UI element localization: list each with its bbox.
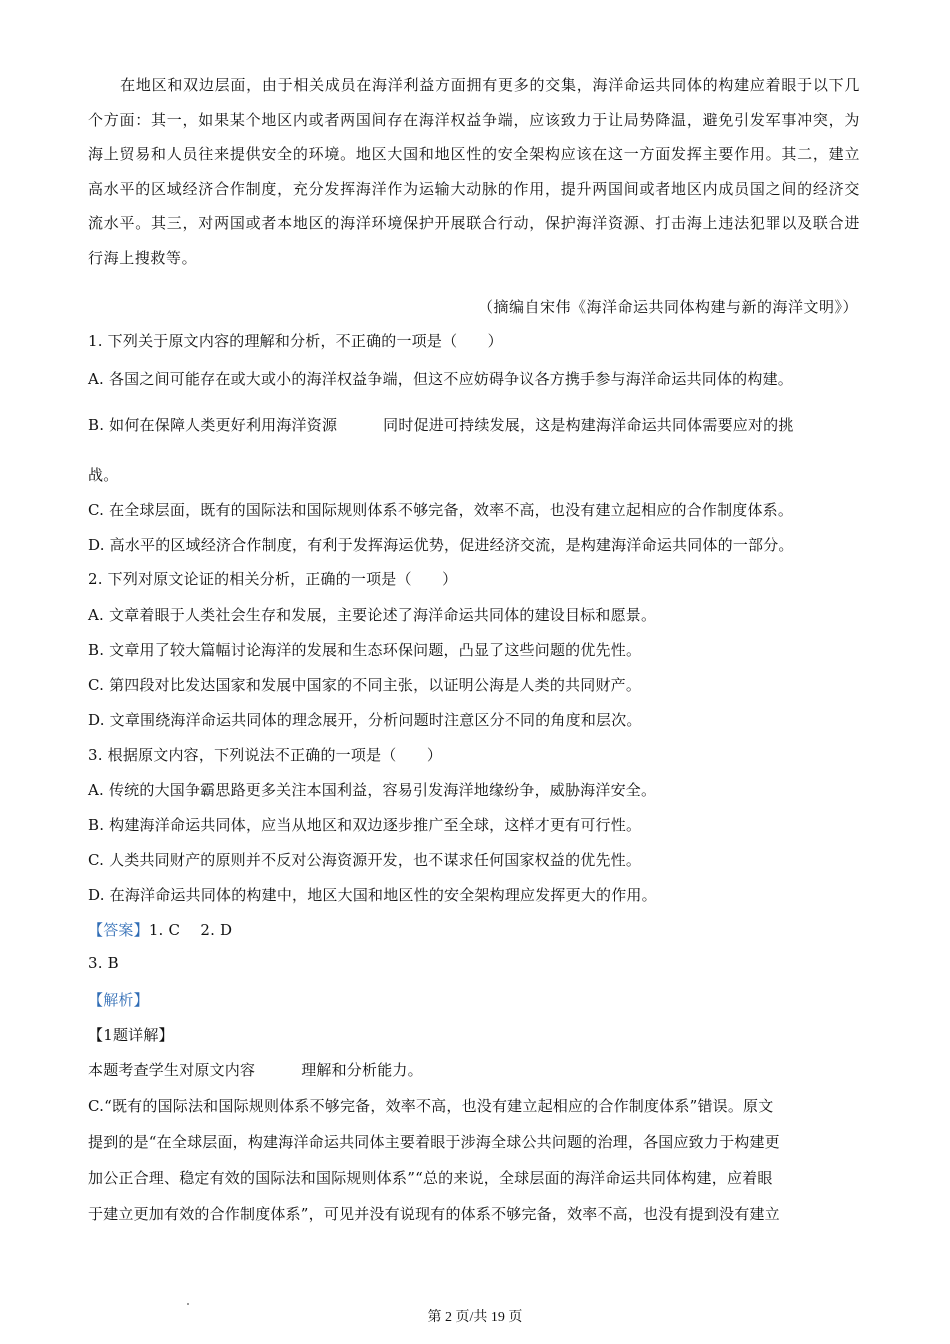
question-2-stem: 2. 下列对原文论证的相关分析，正确的一项是（ ） <box>88 570 458 588</box>
analysis-line-2: 提到的是“在全球层面，构建海洋命运共同体主要着眼于涉海全球公共问题的治理，各国应致力于构建更 <box>88 1133 780 1151</box>
analysis-intro-part1: 本题考查学生对原文内容 <box>88 1061 256 1079</box>
analysis-subheading: 【1题详解】 <box>88 1026 174 1044</box>
answer-tag: 【答案】 <box>88 921 149 939</box>
answer-line <box>88 919 232 940</box>
question-1-option-a: A. 各国之间可能存在或大或小的海洋权益争端，但这不应妨碍争议各方携手参与海洋命运共同体的构建。 <box>88 370 793 388</box>
question-1-option-b-cont: 战。 <box>88 466 119 484</box>
passage-text: 在地区和双边层面，由于相关成员在海洋利益方面拥有更多的交集，海洋命运共同体的构建应着眼于以下几个方面：其一，如果某个地区内或者两国间存在海洋权益争端，应该致力于让局势降温，避免引发军事冲突，为海上贸易和人员往来提供安全的环境。地区大国和地区性的安全架构应该在这一方面发挥主要作用。其二，建立高水平的区域经济合作制度，充分发挥海洋作为运输大动脉的作用，提升两国间或者地区内成员国之间的经济交流水平。其三，对两国或者本地区的海洋环境保护开展联合行动，保护海洋资源、打击海上违法犯罪以及联合进行海上搜救等。 <box>88 76 860 267</box>
analysis-line-1: C.“既有的国际法和国际规则体系不够完备，效率不高，也没有建立起相应的合作制度体系”错误。原文 <box>88 1097 774 1115</box>
passage-paragraph <box>88 68 860 275</box>
analysis-tag: 【解析】 <box>88 991 149 1009</box>
question-3-stem: 3. 根据原文内容，下列说法不正确的一项是（ ） <box>88 746 443 764</box>
question-1-option-c: C. 在全球层面，既有的国际法和国际规则体系不够完备，效率不高，也没有建立起相应的合作制度体系。 <box>88 501 794 519</box>
analysis-line-3: 加公正合理、稳定有效的国际法和国际规则体系”“总的来说，全球层面的海洋命运共同体构建，应着眼 <box>88 1169 773 1187</box>
analysis-line-4: 于建立更加有效的合作制度体系”，可见并没有说现有的体系不够完备，效率不高，也没有提到没有建立 <box>88 1205 780 1223</box>
question-2-option-a: A. 文章着眼于人类社会生存和发展，主要论述了海洋命运共同体的建设目标和愿景。 <box>88 606 657 624</box>
question-1-stem: 1. 下列关于原文内容的理解和分析，不正确的一项是（ ） <box>88 332 503 350</box>
decorative-dot <box>187 1303 189 1305</box>
question-1-option-b <box>88 414 794 435</box>
answer-line-2: 3. B <box>88 954 119 972</box>
question-3-option-c: C. 人类共同财产的原则并不反对公海资源开发，也不谋求任何国家权益的优先性。 <box>88 851 642 869</box>
passage-source: （摘编自宋伟《海洋命运共同体构建与新的海洋文明》） <box>477 298 858 316</box>
option-b-part2: 同时促进可持续发展，这是构建海洋命运共同体需要应对的挑 <box>383 416 794 434</box>
analysis-intro <box>88 1059 423 1080</box>
answer-values: 1. C 2. D <box>148 921 233 939</box>
option-b-part1: B. 如何在保障人类更好利用海洋资源 <box>88 416 338 434</box>
analysis-intro-part2: 理解和分析能力。 <box>301 1061 423 1079</box>
question-3-option-b: B. 构建海洋命运共同体，应当从地区和双边逐步推广至全球，这样才更有可行性。 <box>88 816 642 834</box>
question-3-option-a: A. 传统的大国争霸思路更多关注本国利益，容易引发海洋地缘纷争，威胁海洋安全。 <box>88 781 657 799</box>
question-2-option-d: D. 文章围绕海洋命运共同体的理念展开，分析问题时注意区分不同的角度和层次。 <box>88 711 642 729</box>
question-1-option-d: D. 高水平的区域经济合作制度，有利于发挥海运优势，促进经济交流，是构建海洋命运共同体的一部分。 <box>88 536 794 554</box>
page-footer: 第 2 页/共 19 页 <box>427 1310 523 1325</box>
question-2-option-b: B. 文章用了较大篇幅讨论海洋的发展和生态环保问题，凸显了这些问题的优先性。 <box>88 641 642 659</box>
question-2-option-c: C. 第四段对比发达国家和发展中国家的不同主张，以证明公海是人类的共同财产。 <box>88 676 642 694</box>
question-3-option-d: D. 在海洋命运共同体的构建中，地区大国和地区性的安全架构理应发挥更大的作用。 <box>88 886 657 904</box>
